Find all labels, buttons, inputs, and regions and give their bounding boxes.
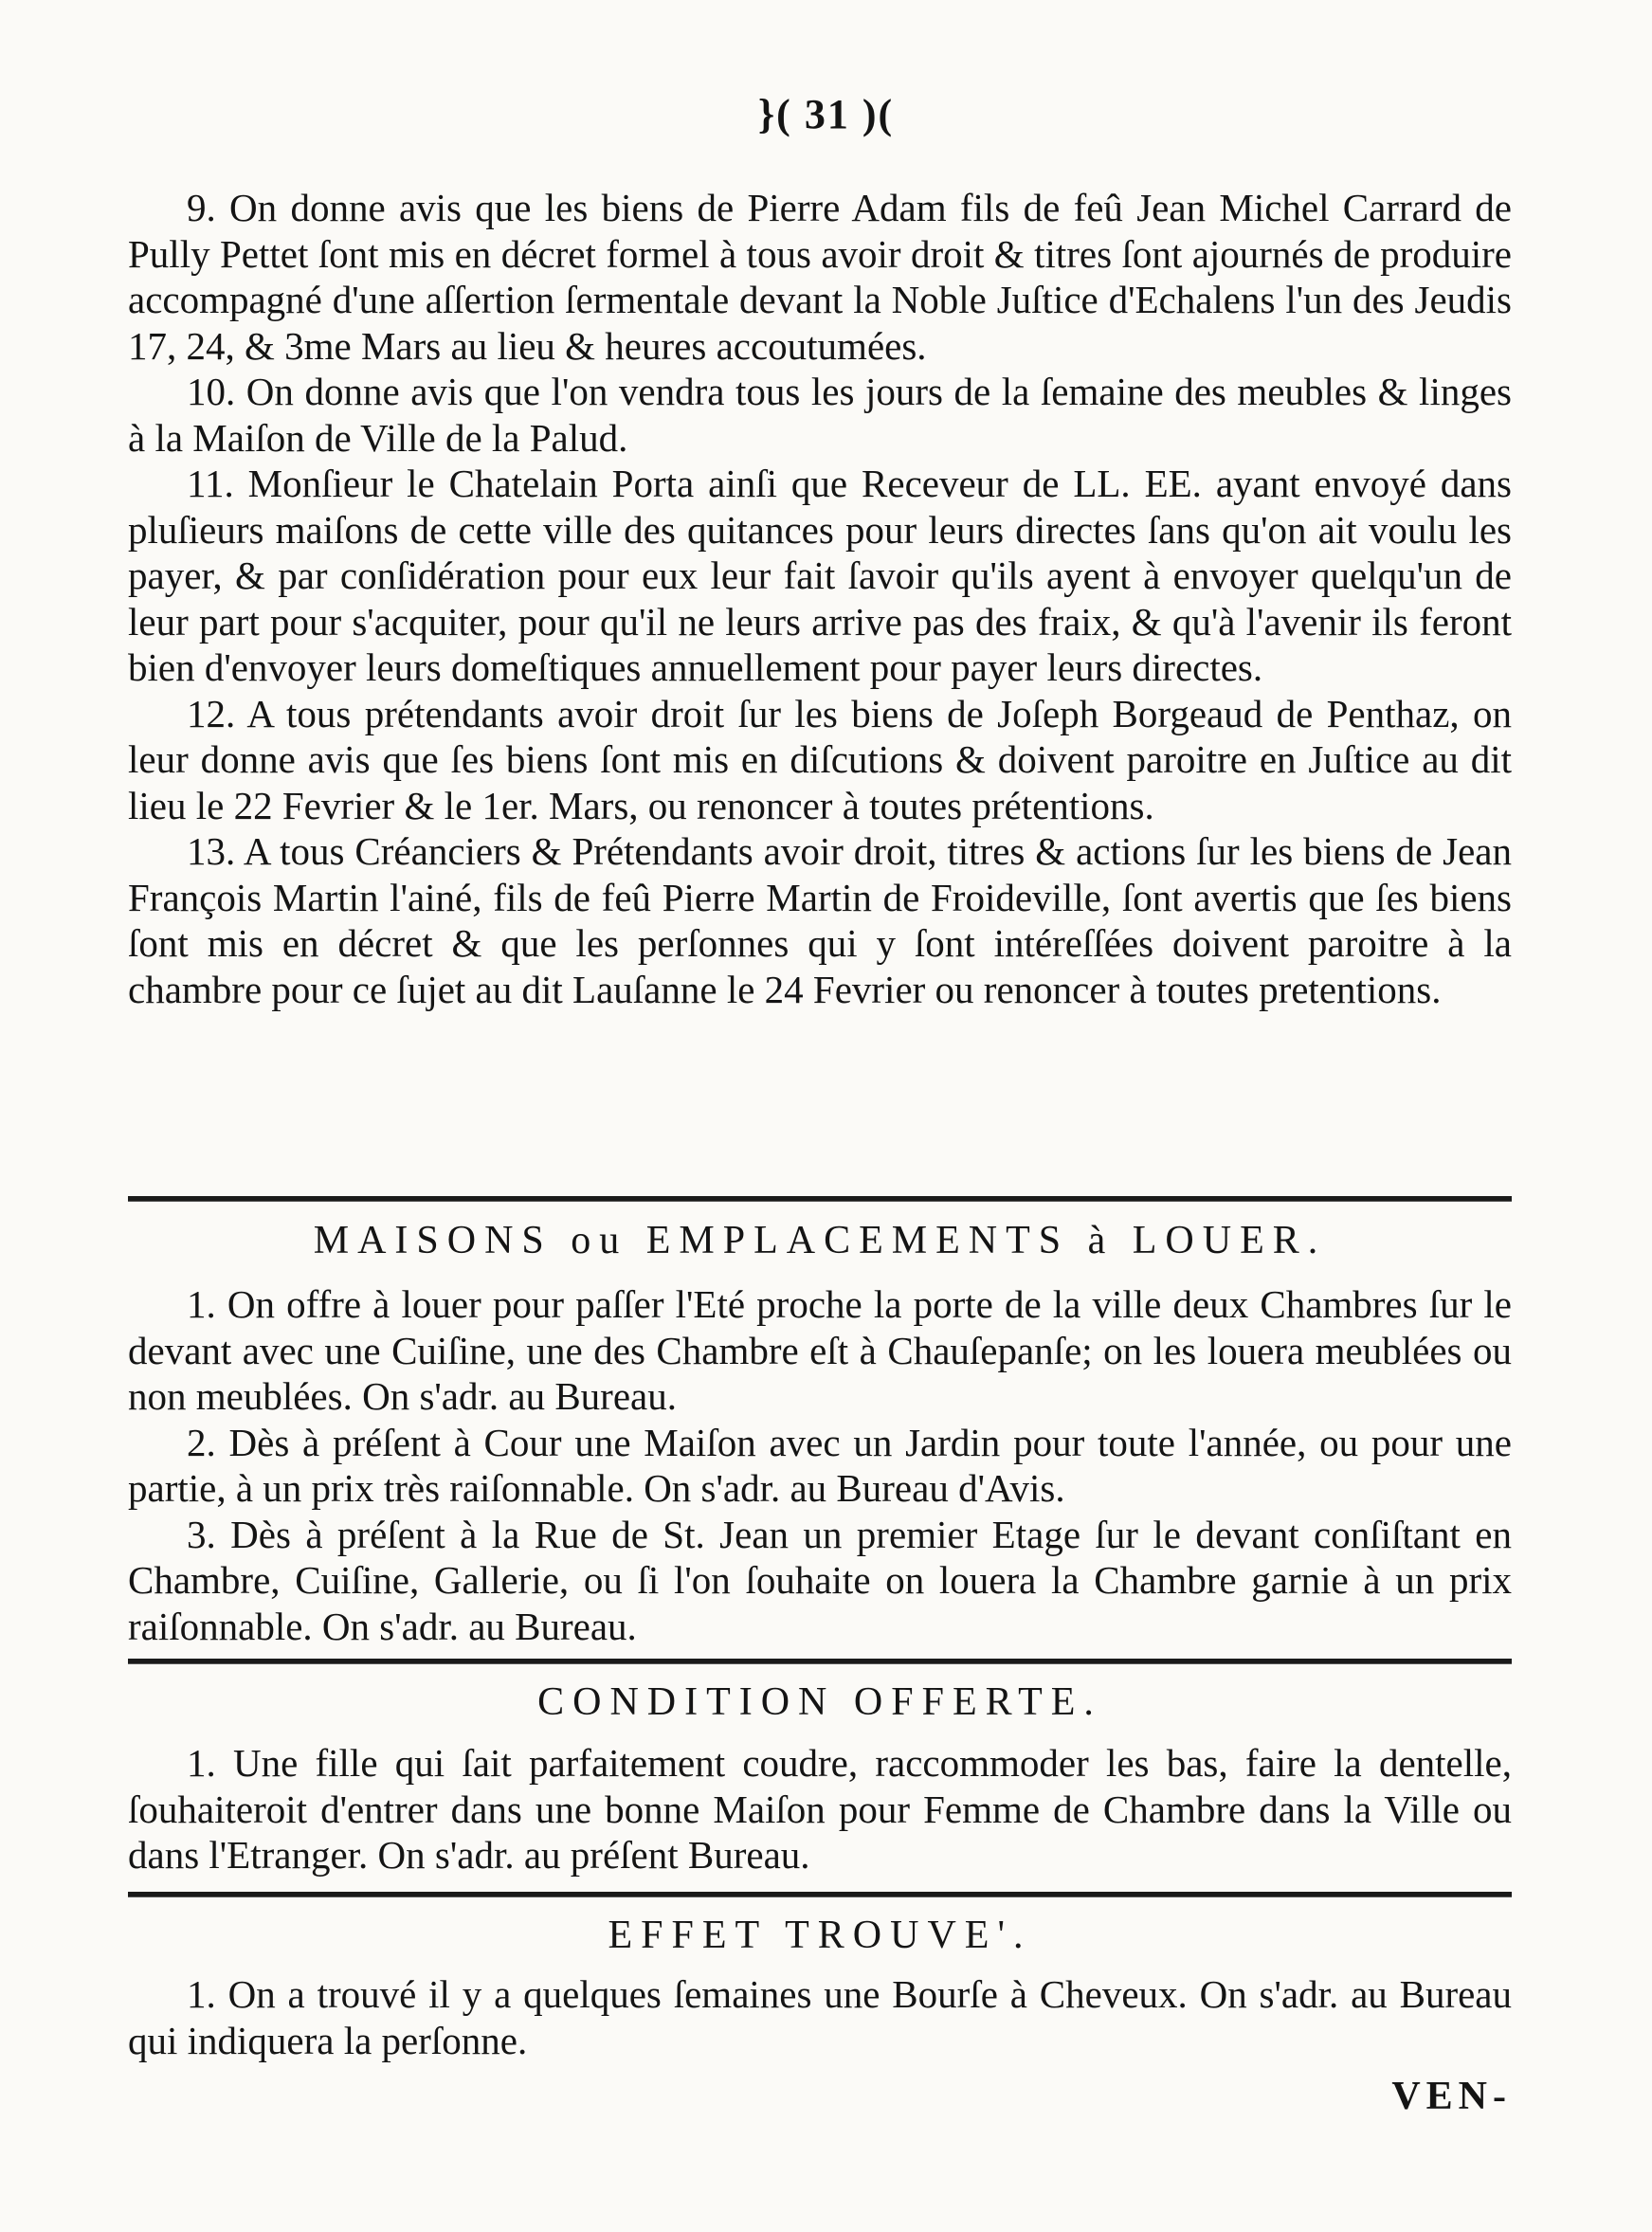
notice-11: 11. Monſieur le Chatelain Porta ainſi que Receveur de LL. EE. ayant envoyé dans pluſieurs maiſons de cette ville des quitances pour leurs directes ſans qu'on ait voulu les payer, & par conſidération pour eux leur fait ſavoir qu'ils ayent à envoyer quelqu'un de leur part pour s'acquiter, pour qu'il ne leurs arrive pas des fraix, & qu'à l'avenir ils feront bien d'envoyer leurs domeſtiques annuellement pour payer leurs directes. <box>128 462 1512 689</box>
section-title-maisons: MAISONS ou EMPLACEMENTS à LOUER. <box>313 1219 1327 1262</box>
page-number-header: }( 31 )( <box>757 91 895 137</box>
notice-10: 10. On donne avis que l'on vendra tous les jours de la ſemaine des meubles & linges à la Maiſon de Ville de la Palud. <box>128 370 1512 460</box>
maison-item-2: 2. Dès à préſent à Cour une Maiſon avec un Jardin pour toute l'année, ou pour une partie, à un prix très raiſonnable. On s'adr. au Bureau d'Avis. <box>128 1420 1512 1510</box>
maisons-list <box>128 1281 1512 1649</box>
section-title-effet: EFFET TROUVE'. <box>608 1914 1032 1957</box>
catchword: VEN- <box>1391 2075 1512 2118</box>
section-divider <box>128 1659 1512 1664</box>
maison-item-1: 1. On offre à louer pour paſſer l'Eté proche la porte de la ville deux Chambres ſur le devant avec une Cuiſine, une des Chambre eſt à Chauſepanſe; on les louera meublées ou non meublées. On s'adr. au Bureau. <box>128 1282 1512 1418</box>
section-divider <box>128 1196 1512 1202</box>
maison-item-3: 3. Dès à préſent à la Rue de St. Jean un premier Etage ſur le devant conſiſtant en Chambre, Cuiſine, Gallerie, ou ſi l'on ſouhaite on louera la Chambre garnie à un prix raiſonnable. On s'adr. au Bureau. <box>128 1512 1512 1648</box>
section-divider <box>128 1892 1512 1897</box>
effet-list <box>128 1971 1512 2063</box>
notice-12: 12. A tous prétendants avoir droit ſur les biens de Joſeph Borgeaud de Penthaz, on leur donne avis que ſes biens ſont mis en diſcutions & doivent paroitre en Juſtice au dit lieu le 22 Fevrier & le 1er. Mars, ou renoncer à toutes prétentions. <box>128 691 1512 827</box>
notices-list <box>128 185 1512 1012</box>
condition-list <box>128 1740 1512 1878</box>
section-title-condition: CONDITION OFFERTE. <box>537 1680 1102 1724</box>
effet-item-1: 1. On a trouvé il y a quelques ſemaines une Bourſe à Cheveux. On s'adr. au Bureau qui indiquera la perſonne. <box>128 1972 1512 2062</box>
notice-13: 13. A tous Créanciers & Prétendants avoir droit, titres & actions ſur les biens de Jean François Martin l'ainé, fils de feû Pierre Martin de Froideville, ſont avertis que ſes biens ſont mis en décret & que les perſonnes qui y ſont intéreſſées doivent paroitre à la chambre pour ce ſujet au dit Lauſanne le 24 Fevrier ou renoncer à toutes pretentions. <box>128 829 1512 1011</box>
notice-9: 9. On donne avis que les biens de Pierre Adam fils de feû Jean Michel Carrard de Pully Pettet ſont mis en décret formel à tous avoir droit & titres ſont ajournés de produire accompagné d'une aſſertion ſermentale devant la Noble Juſtice d'Echalens l'un des Jeudis 17, 24, & 3me Mars au lieu & heures accoutumées. <box>128 186 1512 368</box>
condition-item-1: 1. Une fille qui ſait parfaitement coudre, raccommoder les bas, faire la dentelle, ſouhaiteroit d'entrer dans une bonne Maiſon pour Femme de Chambre dans la Ville ou dans l'Etranger. On s'adr. au préſent Bureau. <box>128 1741 1512 1877</box>
